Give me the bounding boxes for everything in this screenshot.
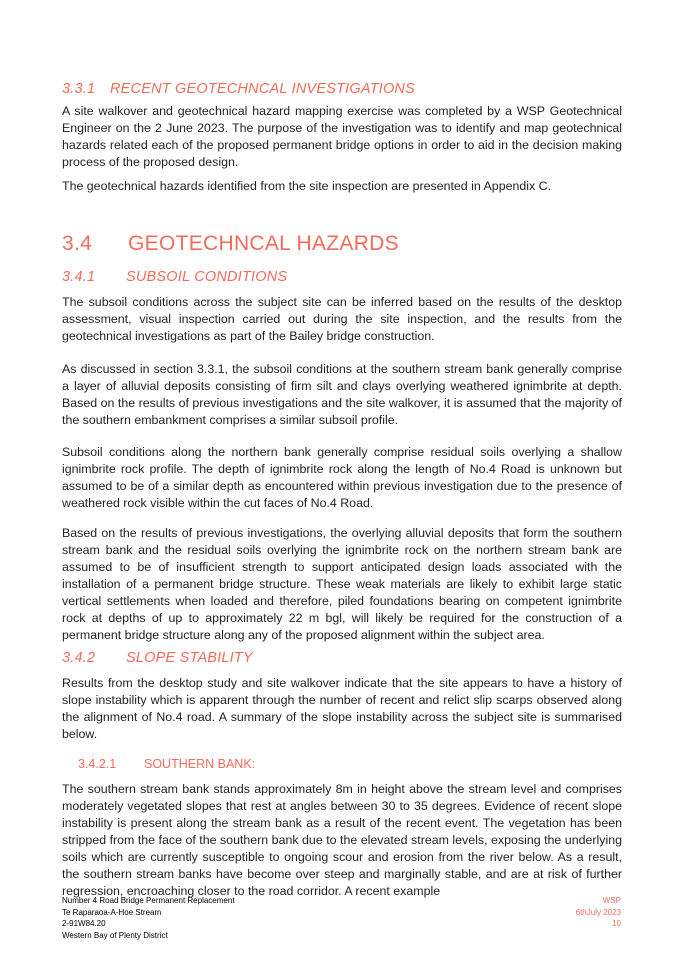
section-title: SLOPE STABILITY xyxy=(126,650,253,666)
heading-3-3-1 xyxy=(62,81,622,97)
heading-3-4-1 xyxy=(62,269,622,285)
paragraph: The geotechnical hazards identified from the site inspection are presented in Appendix C. xyxy=(62,179,552,193)
paragraph: Results from the desktop study and site walkover indicate that the site appears to have a history of slope instability which is apparent through the number of recent and relict slip scarps observed along the alignment of No.4 road. A summary of the slope instability across the subject site is summarised below. xyxy=(62,676,622,741)
section-title: GEOTECHNCAL HAZARDS xyxy=(128,232,399,255)
section-title: SUBSOIL CONDITIONS xyxy=(126,269,288,285)
paragraph: The southern stream bank stands approximately 8m in height above the stream level and comprises moderately vegetated slopes that rest at angles between 30 to 35 degrees. Evidence of recent slope instability is present along the stream bank as a result of the recent event. The vegetation has been stripped from the face of the southern bank due to the elevated stream levels, exposing the underlying soils which are currently susceptible to ongoing scour and erosion from the river below. As a result, the southern stream banks have become over steep and marginally stable, and are at risk of further regression, encroaching closer to the road corridor. A recent example xyxy=(62,782,622,898)
paragraph: Subsoil conditions along the northern bank generally comprise residual soils overlying a shallow ignimbrite rock profile. The depth of ignimbrite rock along the length of No.4 Road is unknown but assumed to be of a similar depth as encountered within previous investigation due to the presence of weathered rock visible within the cut faces of No.4 Road. xyxy=(62,445,622,510)
footer-line: Western Bay of Plenty District xyxy=(62,930,168,940)
footer-date: 6thJuly 2023 xyxy=(575,907,621,917)
section-number: 3.4.2 xyxy=(62,650,96,666)
section-number: 3.4 xyxy=(62,232,93,255)
footer-line: 2-91W84.20 xyxy=(62,919,106,928)
paragraph: As discussed in section 3.3.1, the subsoil conditions at the southern stream bank generally comprise a layer of alluvial deposits consisting of firm silt and clays overlying weathered ignimbrite at depth. Based on the results of previous investigations and the site walkover, it is assumed that the majority of the southern embankment comprises a similar subsoil profile. xyxy=(62,362,622,427)
heading-3-4 xyxy=(62,232,622,256)
footer-line: Te Raparaoa-A-Hoe Stream xyxy=(62,907,162,917)
footer-company-info xyxy=(576,895,621,930)
paragraph: Based on the results of previous investigations, the overlying alluvial deposits that form the southern stream bank and the residual soils overlying the ignimbrite rock on the northern stream bank are assumed to be of insufficient strength to support anticipated design loads associated with the installation of a permanent bridge structure. These weak materials are likely to exhibit large static vertical settlements when loaded and therefore, piled foundations bearing on competent ignimbrite rock at depths of up to approximately 22 m bgl, will likely be required for the construction of a permanent bridge structure along any of the proposed alignment within the subject area. xyxy=(62,526,622,642)
footer-project-info xyxy=(62,895,235,941)
section-number: 3.4.2.1 xyxy=(78,757,117,771)
heading-3-4-2-1 xyxy=(78,757,255,771)
section-title: SOUTHERN BANK: xyxy=(144,757,256,771)
heading-3-4-2 xyxy=(62,650,622,666)
footer-company: WSP xyxy=(602,896,621,905)
paragraph: A site walkover and geotechnical hazard mapping exercise was completed by a WSP Geotechnical Engineer on the 2 June 2023. The purpose of the investigation was to identify and map geotechnical hazards related each of the proposed permanent bridge options in order to aid in the decision making process of the proposed design. xyxy=(62,104,622,169)
section-title: RECENT GEOTECHNCAL INVESTIGATIONS xyxy=(110,81,415,97)
page-number: 10 xyxy=(612,919,621,928)
section-number: 3.3.1 xyxy=(62,81,96,97)
section-number: 3.4.1 xyxy=(62,269,96,285)
footer-line: Number 4 Road Bridge Permanent Replacement xyxy=(62,896,235,905)
paragraph: The subsoil conditions across the subject site can be inferred based on the results of the desktop assessment, visual inspection carried out during the site inspection, and the results from the geotechnical investigations as part of the Bailey bridge construction. xyxy=(62,295,622,343)
